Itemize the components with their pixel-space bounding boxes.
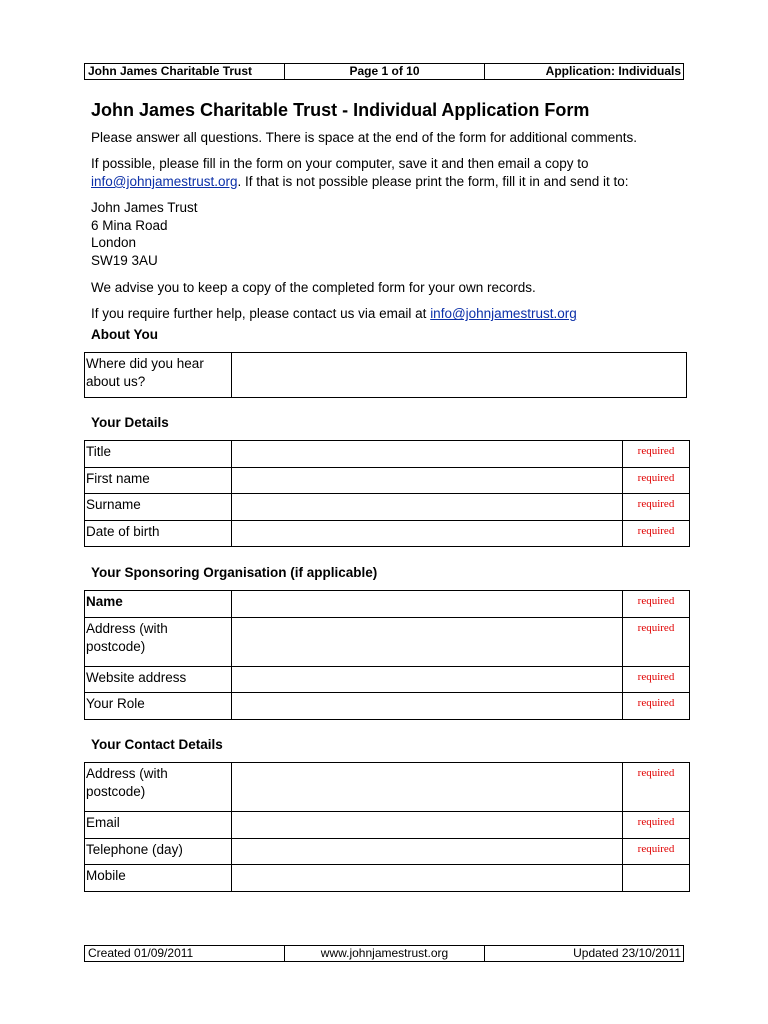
address-line: London: [91, 235, 137, 251]
telephone-input[interactable]: [232, 838, 623, 865]
table-row: [85, 617, 690, 666]
contact-address-required: [623, 763, 690, 812]
table-row: [85, 763, 690, 812]
required-marker: required: [637, 445, 675, 457]
surname-required: [623, 494, 690, 521]
contact-table: [84, 762, 690, 892]
website-input[interactable]: [232, 666, 623, 693]
header-org: John James Charitable Trust: [85, 64, 285, 79]
advise-paragraph: We advise you to keep a copy of the completed form for your own records.: [91, 280, 536, 296]
required-marker: required: [637, 767, 675, 779]
section-heading-about: About You: [91, 327, 158, 342]
required-marker: required: [637, 670, 675, 683]
help-text: If you require further help, please contact us via email at: [91, 306, 431, 322]
footer-website: www.johnjamestrust.org: [285, 946, 485, 961]
address-line: 6 Mina Road: [91, 217, 168, 233]
website-required: [623, 666, 690, 693]
address-line: John James Trust: [91, 200, 198, 215]
help-email-link[interactable]: info@johnjamestrust.org: [430, 306, 577, 322]
first-name-input[interactable]: [232, 467, 623, 494]
role-label: Your Role: [85, 693, 232, 720]
first-name-label: First name: [85, 467, 232, 494]
website-label: Website address: [85, 666, 232, 693]
org-address-required: [623, 617, 690, 666]
page-header: [84, 63, 684, 80]
required-marker: required: [637, 524, 675, 537]
sponsor-table: [84, 590, 690, 720]
required-marker: required: [637, 498, 675, 510]
intro-2-text-after: . If that is not possible please print the form, fill it in and send it to:: [237, 174, 629, 189]
required-marker: required: [637, 595, 675, 607]
help-paragraph: [91, 305, 691, 323]
table-row: [85, 838, 690, 865]
title-label: Title: [85, 441, 232, 468]
table-row: [85, 812, 690, 839]
table-row: [85, 520, 690, 547]
email-link[interactable]: info@johnjamestrust.org: [91, 174, 238, 189]
org-address-label: Address (with postcode): [85, 617, 232, 666]
intro-paragraph-2: [91, 155, 691, 191]
email-label: Email: [85, 812, 232, 839]
page-title: John James Charitable Trust - Individual Application Form: [91, 100, 590, 120]
footer-created-date: Created 01/09/2011: [85, 946, 285, 961]
details-table: [84, 440, 690, 547]
role-required: [623, 693, 690, 720]
table-row: [85, 353, 687, 398]
email-input[interactable]: [232, 812, 623, 839]
required-marker: required: [637, 697, 675, 709]
telephone-required: [623, 838, 690, 865]
role-input[interactable]: [232, 693, 623, 720]
date-of-birth-input[interactable]: [232, 520, 623, 547]
table-row: [85, 494, 690, 521]
mobile-label: Mobile: [85, 865, 232, 892]
address-line: SW19 3AU: [91, 252, 158, 268]
where-heard-input[interactable]: [231, 353, 686, 398]
page-footer: [84, 945, 684, 962]
required-marker: required: [637, 471, 675, 484]
intro-paragraph-1: Please answer all questions. There is space at the end of the form for additional comments.: [91, 130, 638, 145]
first-name-required: [623, 467, 690, 494]
title-input[interactable]: [232, 441, 623, 468]
required-marker: required: [637, 621, 675, 634]
header-application-type: Application: Individuals: [545, 64, 681, 78]
section-heading-details: Your Details: [91, 415, 169, 430]
org-name-required: [623, 591, 690, 618]
table-row: [85, 865, 690, 892]
title-required: [623, 441, 690, 468]
table-row: [85, 693, 690, 720]
org-name-input[interactable]: [232, 591, 623, 618]
surname-label: Surname: [85, 494, 232, 521]
table-row: [85, 666, 690, 693]
mobile-required: [623, 865, 690, 892]
table-row: [85, 591, 690, 618]
required-marker: required: [637, 842, 675, 855]
header-page-number: Page 1 of 10: [285, 64, 485, 79]
org-name-label: Name: [85, 591, 232, 618]
intro-2-text-before: If possible, please fill in the form on your computer, save it and then email a copy to: [91, 156, 589, 171]
telephone-label: Telephone (day): [85, 838, 232, 865]
required-marker: required: [637, 816, 675, 828]
date-of-birth-required: [623, 520, 690, 547]
mobile-input[interactable]: [232, 865, 623, 892]
table-row: [85, 467, 690, 494]
section-heading-contact: Your Contact Details: [91, 737, 223, 752]
about-table: [84, 352, 687, 398]
table-row: [85, 441, 690, 468]
date-of-birth-label: Date of birth: [85, 520, 232, 547]
email-required: [623, 812, 690, 839]
surname-input[interactable]: [232, 494, 623, 521]
section-heading-sponsor: Your Sponsoring Organisation (if applicable): [91, 565, 378, 580]
about-label: Where did you hear about us?: [85, 353, 232, 398]
org-address-input[interactable]: [232, 617, 623, 666]
intro-section: [91, 98, 691, 331]
postal-address: [91, 199, 691, 269]
footer-updated-date: Updated 23/10/2011: [573, 946, 681, 960]
contact-address-input[interactable]: [232, 763, 623, 812]
contact-address-label: Address (with postcode): [85, 763, 232, 812]
